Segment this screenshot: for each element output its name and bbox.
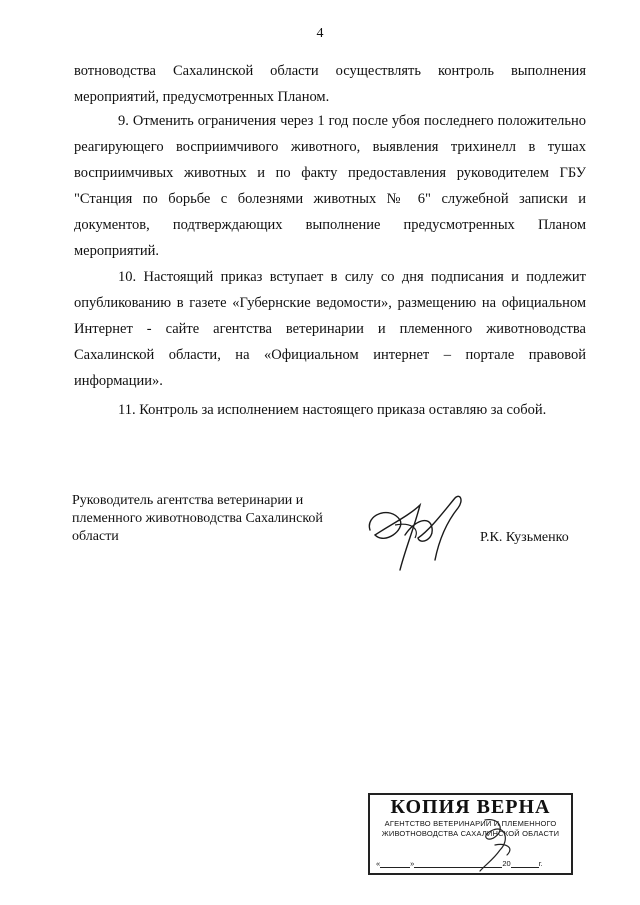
paragraph-item-10	[74, 264, 586, 394]
year-prefix: 20	[502, 859, 511, 868]
stamp-signature	[465, 815, 525, 873]
position-line: области	[72, 529, 119, 544]
paragraph-item-9	[74, 108, 586, 264]
paragraph-text: вотноводства Сахалинской области осуществлять контроль выполнения мероприятий, предусмотренных Планом.	[74, 63, 586, 105]
position-line: Руководитель агентства ветеринарии и	[72, 493, 304, 508]
position-line: племенного животноводства Сахалинской	[72, 511, 323, 526]
paragraph-text: 11. Контроль за исполнением настоящего приказа оставляю за собой.	[118, 402, 547, 418]
quote-close: »	[410, 859, 415, 868]
signatory-name: Р.К. Кузьменко	[480, 530, 569, 545]
page-number: 4	[316, 26, 324, 41]
stamp-title: КОПИЯ ВЕРНА	[390, 796, 551, 818]
paragraph-text: 10. Настоящий приказ вступает в силу со дня подписания и подлежит опубликованию в газете «Губернские ведомости», размещению на официальном Интернет - сайте агентства ветеринарии и племенного животноводства Сахалинской области, на «Официальном интернет – портале правовой информации».	[74, 269, 586, 389]
stamp-agency-line: АГЕНТСТВО ВЕТЕРИНАРИИ И ПЛЕМЕННОГО	[384, 819, 557, 828]
copy-certified-stamp	[368, 793, 573, 875]
signatory-position	[72, 492, 372, 546]
handwritten-signature	[360, 490, 470, 580]
day-blank	[380, 858, 410, 868]
year-suffix: г.	[538, 859, 543, 868]
paragraph-continuation	[74, 58, 586, 110]
stamp-agency-line: ЖИВОТНОВОДСТВА САХАЛИНСКОЙ ОБЛАСТИ	[381, 829, 560, 838]
paragraph-item-11	[74, 397, 586, 423]
paragraph-text: 9. Отменить ограничения через 1 год после убоя последнего положительно реагирующего восприимчивого животного, выявления трихинелл в тушах восприимчивых животных и по факту предоставления руководителем ГБУ "Станция по борьбе с болезнями животных № 6" служебной записки и документов, подтверждающих выполнение предусмотренных Планом мероприятий.	[74, 113, 586, 259]
quote-open: «	[376, 859, 381, 868]
